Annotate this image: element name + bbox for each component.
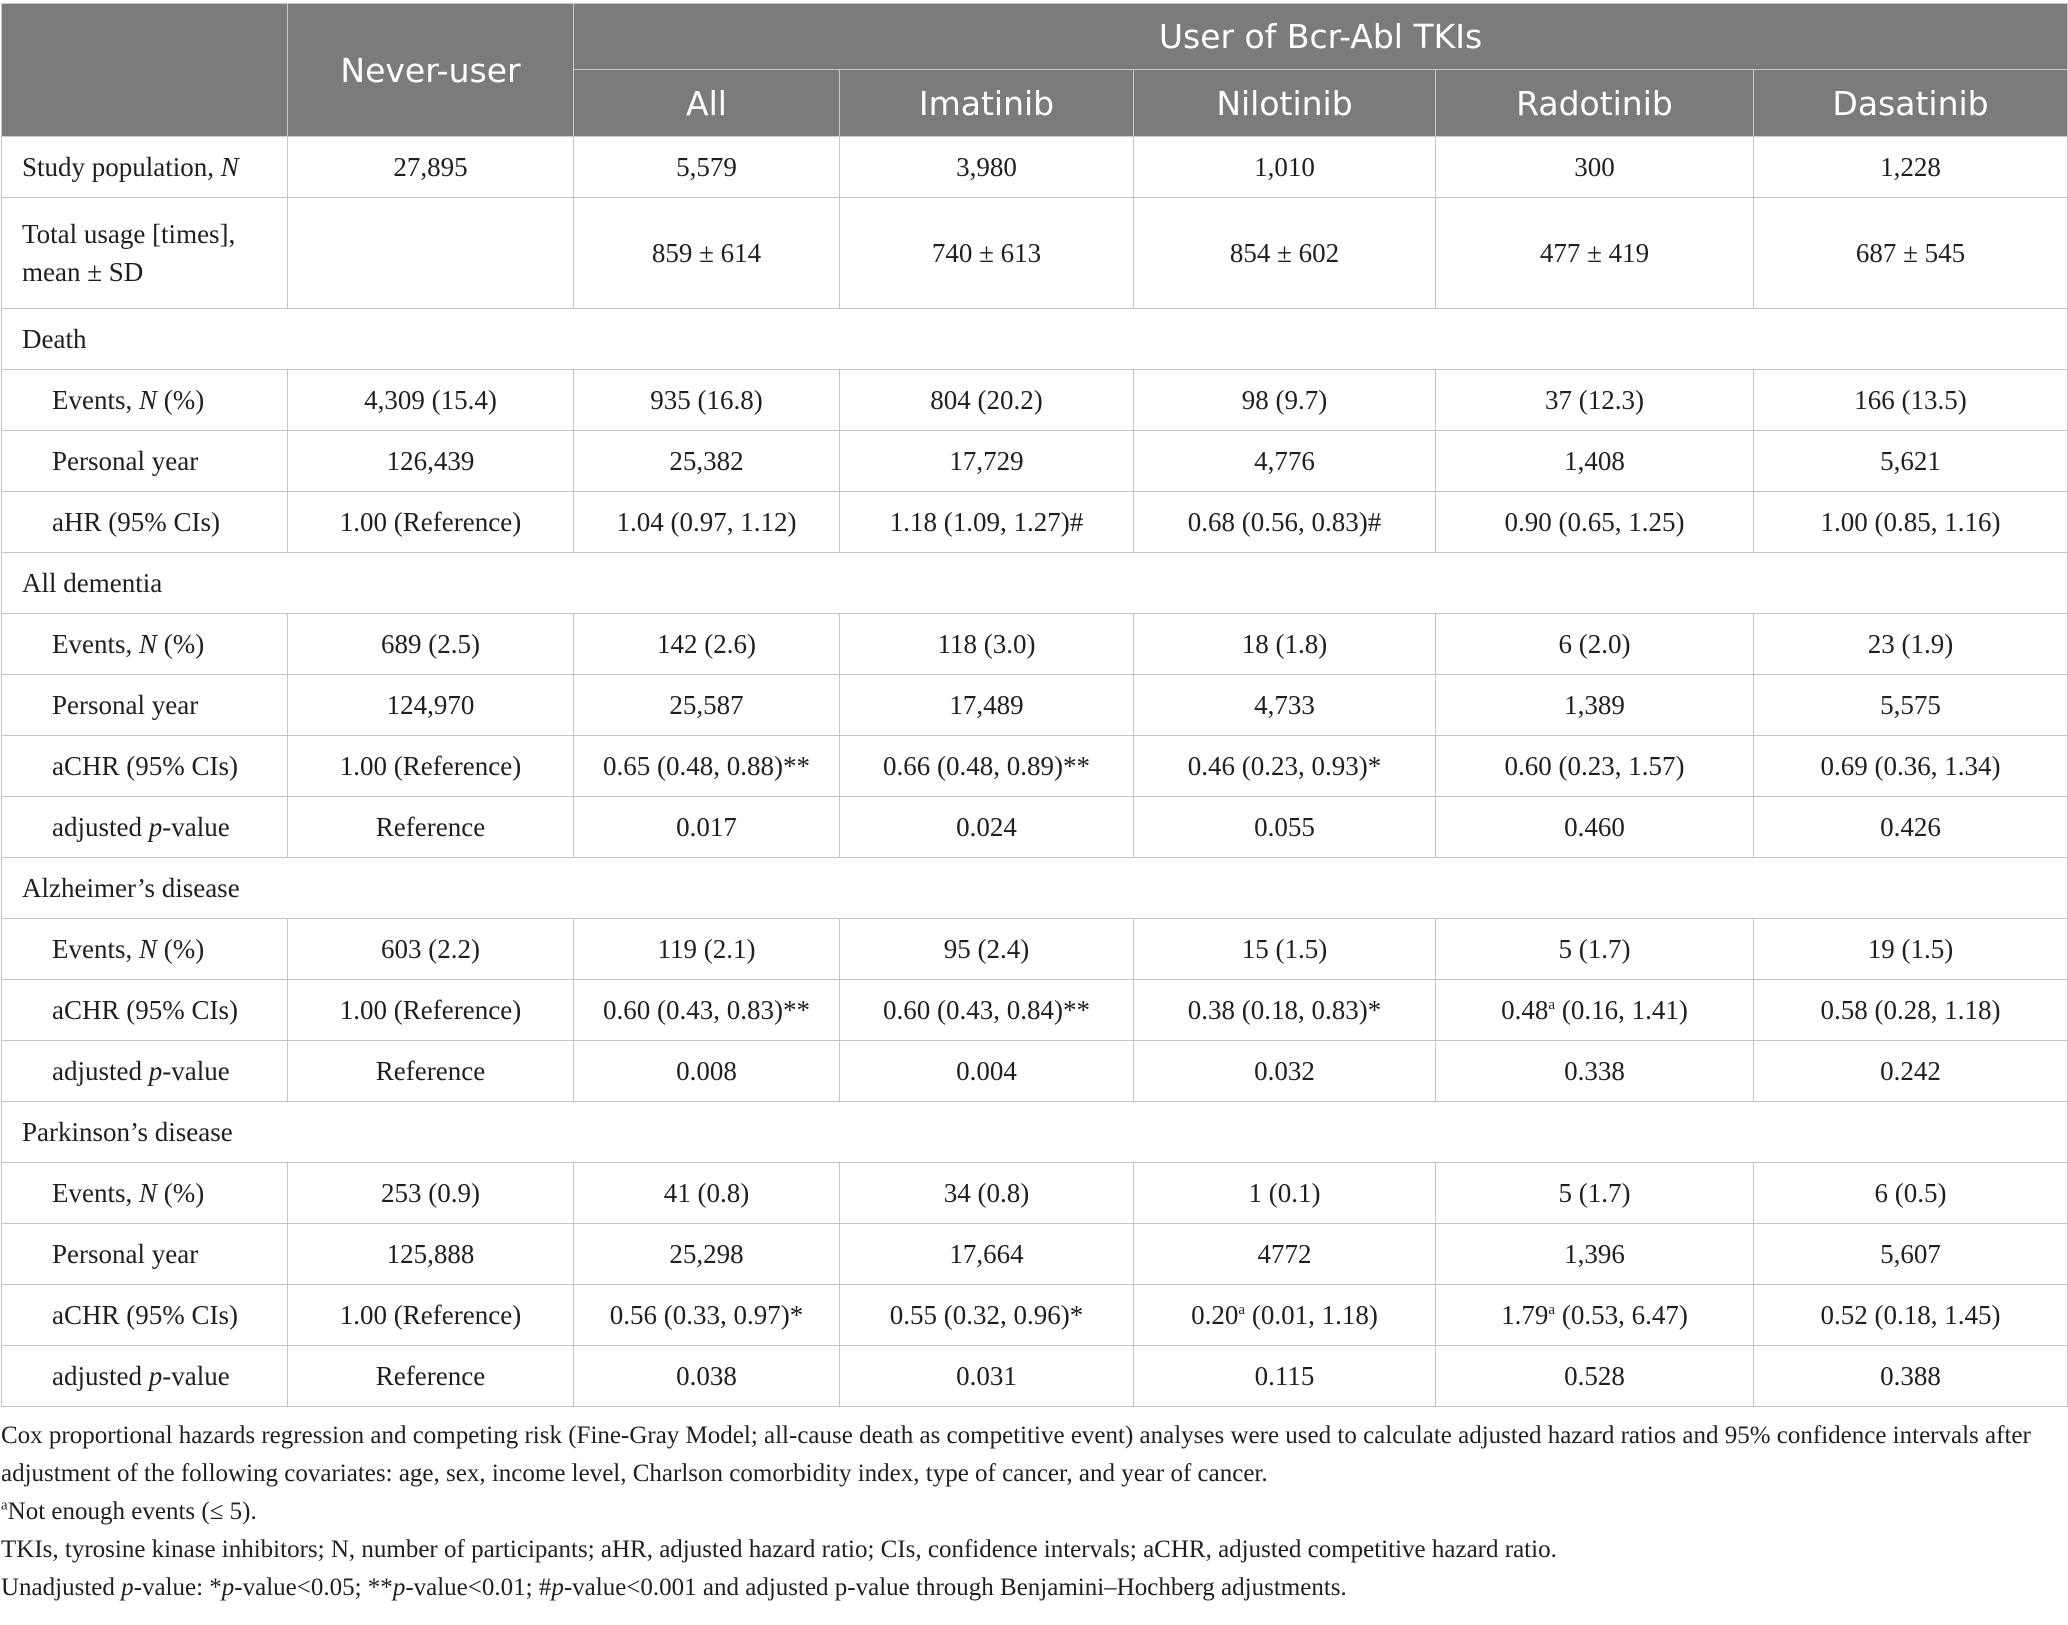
table-cell: 0.60 (0.43, 0.84)** bbox=[840, 980, 1134, 1041]
table-cell: 0.65 (0.48, 0.88)** bbox=[574, 736, 840, 797]
table-cell: 1.00 (Reference) bbox=[288, 736, 574, 797]
table-cell: 41 (0.8) bbox=[574, 1163, 840, 1224]
table-cell: 119 (2.1) bbox=[574, 919, 840, 980]
header-corner bbox=[2, 4, 288, 137]
table-cell: 0.52 (0.18, 1.45) bbox=[1754, 1285, 2068, 1346]
table-cell: 1 (0.1) bbox=[1134, 1163, 1436, 1224]
table-cell: 17,489 bbox=[840, 675, 1134, 736]
table-cell: 0.388 bbox=[1754, 1346, 2068, 1407]
table-cell: 0.90 (0.65, 1.25) bbox=[1436, 492, 1754, 553]
table-cell: 1,408 bbox=[1436, 431, 1754, 492]
table-cell: 603 (2.2) bbox=[288, 919, 574, 980]
section-title: All dementia bbox=[2, 553, 2068, 614]
table-cell: 0.38 (0.18, 0.83)* bbox=[1134, 980, 1436, 1041]
table-cell: 0.038 bbox=[574, 1346, 840, 1407]
table-cell: 0.338 bbox=[1436, 1041, 1754, 1102]
header-imatinib: Imatinib bbox=[840, 70, 1134, 137]
table-row bbox=[2, 1224, 2068, 1285]
table-cell: 118 (3.0) bbox=[840, 614, 1134, 675]
row-label-adjusted-p-value: adjusted p-value bbox=[2, 797, 288, 858]
table-cell: 740 ± 613 bbox=[840, 198, 1134, 309]
table-cell: 19 (1.5) bbox=[1754, 919, 2068, 980]
table-cell: 687 ± 545 bbox=[1754, 198, 2068, 309]
table-cell: 1.04 (0.97, 1.12) bbox=[574, 492, 840, 553]
table-cell: 1.00 (Reference) bbox=[288, 980, 574, 1041]
table-cell: 17,729 bbox=[840, 431, 1134, 492]
row-label-ahr: aHR (95% CIs) bbox=[2, 492, 288, 553]
section-row-all-dementia bbox=[2, 553, 2068, 614]
row-label-events: Events, N (%) bbox=[2, 370, 288, 431]
table-cell: 0.20$^a$ (0.01, 1.18) bbox=[1134, 1285, 1436, 1346]
table-cell: 4,776 bbox=[1134, 431, 1436, 492]
table-cell: 0.69 (0.36, 1.34) bbox=[1754, 736, 2068, 797]
table-cell: 25,298 bbox=[574, 1224, 840, 1285]
table-row bbox=[2, 797, 2068, 858]
table-cell: 935 (16.8) bbox=[574, 370, 840, 431]
table-row bbox=[2, 492, 2068, 553]
table-cell: 5 (1.7) bbox=[1436, 1163, 1754, 1224]
section-row-alzheimers bbox=[2, 858, 2068, 919]
table-cell: 0.528 bbox=[1436, 1346, 1754, 1407]
section-title: Parkinson’s disease bbox=[2, 1102, 2068, 1163]
footnote-abbreviations: TKIs, tyrosine kinase inhibitors; N, number of participants; aHR, adjusted hazard ratio; CIs, confidence intervals; aCHR, adjusted competitive hazard ratio. bbox=[1, 1536, 1557, 1563]
table-cell: 0.426 bbox=[1754, 797, 2068, 858]
table-cell: 0.008 bbox=[574, 1041, 840, 1102]
row-label-events: Events, N (%) bbox=[2, 614, 288, 675]
table-cell: 0.031 bbox=[840, 1346, 1134, 1407]
table-cell: 253 (0.9) bbox=[288, 1163, 574, 1224]
table-cell: 3,980 bbox=[840, 137, 1134, 198]
section-title: Alzheimer’s disease bbox=[2, 858, 2068, 919]
table-row bbox=[2, 370, 2068, 431]
row-label-personal-year: Personal year bbox=[2, 431, 288, 492]
table-cell: 25,382 bbox=[574, 431, 840, 492]
table-cell: 5,575 bbox=[1754, 675, 2068, 736]
table-cell: 17,664 bbox=[840, 1224, 1134, 1285]
table-row bbox=[2, 736, 2068, 797]
table-cell: 1,389 bbox=[1436, 675, 1754, 736]
footnote-significance: Unadjusted p-value: *p-value<0.05; **p-value<0.01; #p-value<0.001 and adjusted p-value through Benjamini–Hochberg adjustments. bbox=[1, 1574, 1347, 1601]
table-row bbox=[2, 431, 2068, 492]
table-cell: 6 (2.0) bbox=[1436, 614, 1754, 675]
row-label-achr: aCHR (95% CIs) bbox=[2, 1285, 288, 1346]
table-cell: 0.017 bbox=[574, 797, 840, 858]
table-cell: 142 (2.6) bbox=[574, 614, 840, 675]
header-all: All bbox=[574, 70, 840, 137]
table-cell: 0.56 (0.33, 0.97)* bbox=[574, 1285, 840, 1346]
section-row-death bbox=[2, 309, 2068, 370]
row-label-events: Events, N (%) bbox=[2, 1163, 288, 1224]
table-cell: 0.032 bbox=[1134, 1041, 1436, 1102]
table-row bbox=[2, 1041, 2068, 1102]
table-cell: 0.004 bbox=[840, 1041, 1134, 1102]
table-cell: 854 ± 602 bbox=[1134, 198, 1436, 309]
table-cell: 1,010 bbox=[1134, 137, 1436, 198]
table-cell: Reference bbox=[288, 1346, 574, 1407]
table-cell: 0.055 bbox=[1134, 797, 1436, 858]
table-row bbox=[2, 1346, 2068, 1407]
table-cell: 18 (1.8) bbox=[1134, 614, 1436, 675]
header-radotinib: Radotinib bbox=[1436, 70, 1754, 137]
table-cell: 0.115 bbox=[1134, 1346, 1436, 1407]
table-cell: 95 (2.4) bbox=[840, 919, 1134, 980]
table-cell: 15 (1.5) bbox=[1134, 919, 1436, 980]
row-label-adjusted-p-value: adjusted p-value bbox=[2, 1346, 288, 1407]
table-row bbox=[2, 1163, 2068, 1224]
table-cell: 4,733 bbox=[1134, 675, 1436, 736]
table-footnotes bbox=[0, 1407, 2051, 1607]
table-cell: 124,970 bbox=[288, 675, 574, 736]
table-cell: 5,607 bbox=[1754, 1224, 2068, 1285]
table-cell: 5,579 bbox=[574, 137, 840, 198]
table-cell: 23 (1.9) bbox=[1754, 614, 2068, 675]
table-cell: 0.460 bbox=[1436, 797, 1754, 858]
table-cell: 0.024 bbox=[840, 797, 1134, 858]
row-label-achr: aCHR (95% CIs) bbox=[2, 736, 288, 797]
header-user-group: User of Bcr-Abl TKIs bbox=[574, 4, 2068, 70]
table-cell: 804 (20.2) bbox=[840, 370, 1134, 431]
table-row bbox=[2, 980, 2068, 1041]
header-dasatinib: Dasatinib bbox=[1754, 70, 2068, 137]
table-cell: 1,228 bbox=[1754, 137, 2068, 198]
table-cell: Reference bbox=[288, 1041, 574, 1102]
table-cell: 1.18 (1.09, 1.27)# bbox=[840, 492, 1134, 553]
table-cell: 1.00 (Reference) bbox=[288, 492, 574, 553]
table-cell: 300 bbox=[1436, 137, 1754, 198]
table-cell: 4,309 (15.4) bbox=[288, 370, 574, 431]
row-label-achr: aCHR (95% CIs) bbox=[2, 980, 288, 1041]
table-cell: 27,895 bbox=[288, 137, 574, 198]
table-cell: 125,888 bbox=[288, 1224, 574, 1285]
row-label-total-usage: Total usage [times], mean ± SD bbox=[2, 198, 288, 309]
section-title: Death bbox=[2, 309, 2068, 370]
row-label-events: Events, N (%) bbox=[2, 919, 288, 980]
table-cell: Reference bbox=[288, 797, 574, 858]
table-cell: 1.00 (Reference) bbox=[288, 1285, 574, 1346]
header-row-1 bbox=[2, 4, 2068, 70]
table-cell bbox=[288, 198, 574, 309]
table-cell: 126,439 bbox=[288, 431, 574, 492]
table-row bbox=[2, 675, 2068, 736]
table-cell: 37 (12.3) bbox=[1436, 370, 1754, 431]
table-cell: 0.60 (0.23, 1.57) bbox=[1436, 736, 1754, 797]
table-cell: 0.55 (0.32, 0.96)* bbox=[840, 1285, 1134, 1346]
table-cell: 0.66 (0.48, 0.89)** bbox=[840, 736, 1134, 797]
table-cell: 0.60 (0.43, 0.83)** bbox=[574, 980, 840, 1041]
table-cell: 98 (9.7) bbox=[1134, 370, 1436, 431]
table-cell: 0.68 (0.56, 0.83)# bbox=[1134, 492, 1436, 553]
footnote-methods: Cox proportional hazards regression and competing risk (Fine-Gray Model; all-cause death as competitive event) analyses were used to calculate adjusted hazard ratios and 95% confidence intervals after adjustment of the following covariates: age, sex, income level, Charlson comorbidity index, type of cancer, and year of cancer. bbox=[1, 1422, 2031, 1487]
table-cell: 25,587 bbox=[574, 675, 840, 736]
table-cell: 4772 bbox=[1134, 1224, 1436, 1285]
table-row bbox=[2, 198, 2068, 309]
table-cell: 34 (0.8) bbox=[840, 1163, 1134, 1224]
table-cell: 6 (0.5) bbox=[1754, 1163, 2068, 1224]
table-cell: 1.00 (0.85, 1.16) bbox=[1754, 492, 2068, 553]
table-cell: 1,396 bbox=[1436, 1224, 1754, 1285]
results-table bbox=[1, 3, 2068, 1407]
footnote-a: $^a$Not enough events (≤ 5). bbox=[1, 1497, 257, 1525]
table-row bbox=[2, 919, 2068, 980]
table-cell: 0.58 (0.28, 1.18) bbox=[1754, 980, 2068, 1041]
section-row-parkinsons bbox=[2, 1102, 2068, 1163]
table-cell: 1.79$^a$ (0.53, 6.47) bbox=[1436, 1285, 1754, 1346]
table-row bbox=[2, 614, 2068, 675]
table-row bbox=[2, 137, 2068, 198]
row-label-adjusted-p-value: adjusted p-value bbox=[2, 1041, 288, 1102]
table-cell: 0.46 (0.23, 0.93)* bbox=[1134, 736, 1436, 797]
table-cell: 477 ± 419 bbox=[1436, 198, 1754, 309]
table-cell: 0.48$^a$ (0.16, 1.41) bbox=[1436, 980, 1754, 1041]
table-cell: 689 (2.5) bbox=[288, 614, 574, 675]
row-label-personal-year: Personal year bbox=[2, 675, 288, 736]
table-cell: 166 (13.5) bbox=[1754, 370, 2068, 431]
header-never-user: Never-user bbox=[288, 4, 574, 137]
header-nilotinib: Nilotinib bbox=[1134, 70, 1436, 137]
table-cell: 5,621 bbox=[1754, 431, 2068, 492]
row-label-personal-year: Personal year bbox=[2, 1224, 288, 1285]
row-label-study-population: Study population, N bbox=[2, 137, 288, 198]
table-cell: 5 (1.7) bbox=[1436, 919, 1754, 980]
table-cell: 859 ± 614 bbox=[574, 198, 840, 309]
table-cell: 0.242 bbox=[1754, 1041, 2068, 1102]
table-row bbox=[2, 1285, 2068, 1346]
